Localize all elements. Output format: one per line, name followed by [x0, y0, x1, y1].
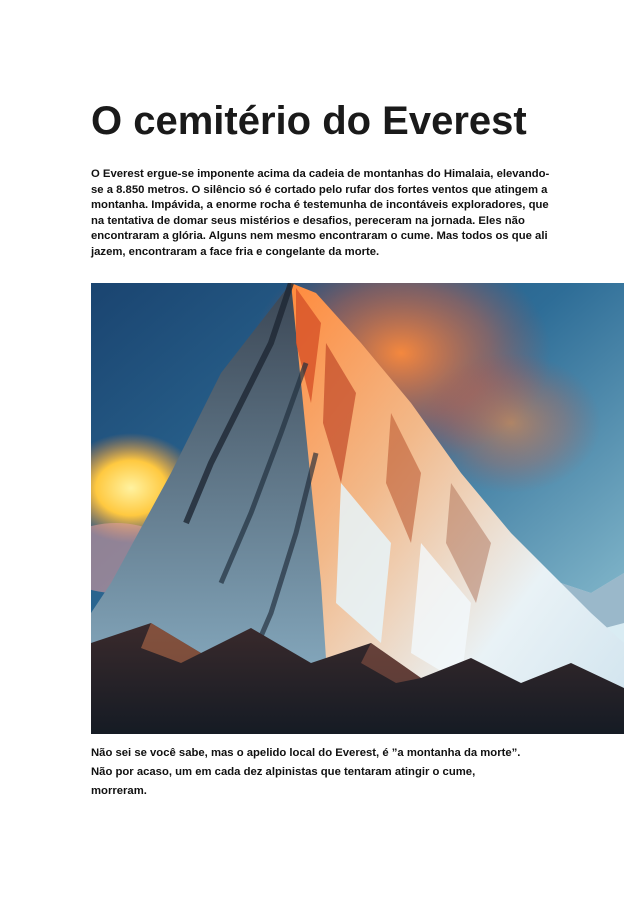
everest-photo	[91, 283, 624, 734]
page-title: O cemitério do Everest	[91, 99, 527, 143]
intro-paragraph: O Everest ergue-se imponente acima da cadeia de montanhas do Himalaia, elevando-se a 8.850 metros. O silêncio só é cortado pelo rufar dos fortes ventos que atingem a montanha. Impávida, a enorme rocha é testemunha de incontáveis exploradores, que na tentativa de domar seus mistérios e desafios, pereceram na jornada. Eles não encontraram a glória. Alguns nem mesmo encontraram o cume. Mas todos os que ali jazem, encontraram a face fria e congelante da morte.	[91, 168, 550, 258]
closing-paragraph: Não sei se você sabe, mas o apelido local do Everest, é ”a montanha da morte”. Não por acaso, um em cada dez alpinistas que tentaram atingir o cume, morreram.	[91, 747, 521, 797]
